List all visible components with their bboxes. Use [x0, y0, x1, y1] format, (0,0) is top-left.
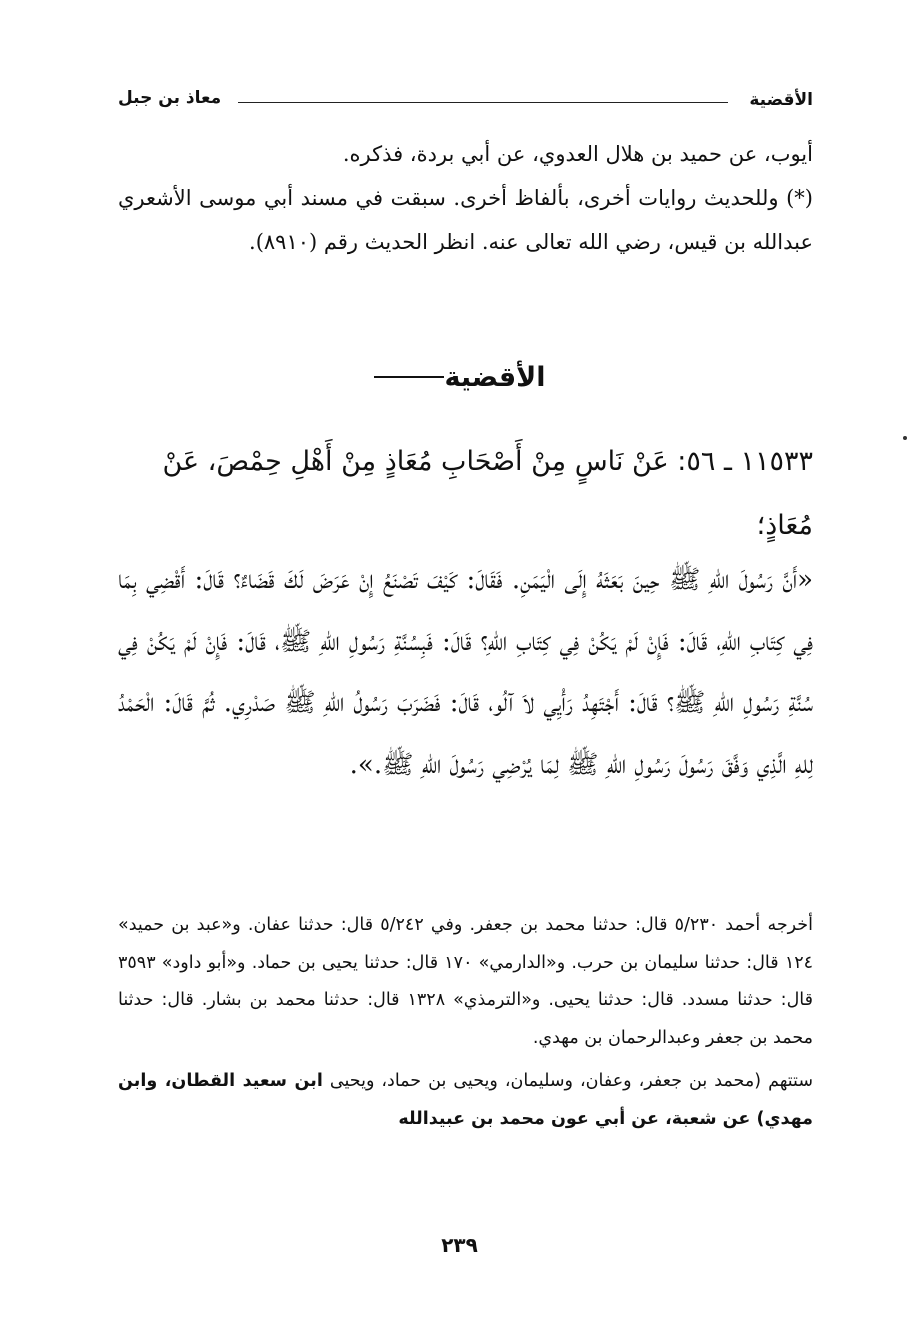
hadith-heading — [118, 430, 813, 558]
takhrij-line: ستتهم (محمد بن جعفر، وعفان، وسليمان، ويحيى بن حماد، ويحيى — [329, 1071, 814, 1091]
running-header — [118, 84, 813, 118]
intro-line: أيوب، عن حميد بن هلال العدوي، عن أبي بردة، فذكره. — [342, 142, 813, 166]
heading-tatweel — [374, 376, 444, 378]
header-rule — [238, 102, 728, 103]
intro-note: (*) وللحديث روايات أخرى، بألفاظ أخرى. سبقت في مسند أبي موسى الأشعري عبدالله بن قيس، رضي الله تعالى عنه. انظر الحديث رقم (٨٩١٠). — [118, 186, 813, 254]
takhrij-paragraph-2 — [118, 1063, 813, 1138]
section-heading-text: الأقضية — [444, 362, 546, 393]
header-chapter-title: معاذ بن جبل — [118, 88, 222, 108]
takhrij-line-bold: ابن سعيد القطان، وابن مهدي) عن شعبة، عن أبي عون محمد بن عبيدالله — [118, 1071, 813, 1129]
page-number: ٢٣٩ — [441, 1233, 478, 1257]
takhrij-text — [118, 907, 813, 1138]
takhrij-paragraph: أخرجه أحمد ٥/٢٣٠ قال: حدثنا محمد بن جعفر. وفي ٥/٢٤٢ قال: حدثنا عفان. و«عبد بن حميد» ١٢٤ قال: حدثنا سليمان بن حرب. و«الدارمي» ١٧٠ قال: حدثنا يحيى بن حماد. و«أبو داود» ٣٥٩٣ قال: حدثنا مسدد. قال: حدثنا يحيى. و«الترمذي» ١٣٢٨ قال: حدثنا محمد بن بشار. قال: حدثنا محمد بن جعفر وعبدالرحمان بن مهدي. — [118, 915, 814, 1048]
section-heading — [300, 362, 620, 393]
intro-text — [118, 132, 813, 264]
hadith-chain: عَنْ نَاسٍ مِنْ أَصْحَابِ مُعَاذٍ مِنْ أَهْلِ حِمْصَ، عَنْ مُعَاذٍ؛ — [162, 446, 813, 541]
header-section-title: الأقضية — [749, 90, 813, 110]
hadith-number: ١١٥٣٣ ـ ٥٦: — [677, 446, 813, 477]
scan-speck — [903, 436, 907, 440]
hadith-text: «أَنَّ رَسُولَ اللهِ ﷺ حِينَ بَعَثَهُ إِلَى الْيَمَنِ. فَقَالَ: كَيْفَ تَصْنَعُ إِنْ عَرَضَ لَكَ قَضَاءٌ؟ قَالَ: أَقْضِي بِمَا فِي كِتَابِ اللهِ، قَالَ: فَإِنْ لَمْ يَكُنْ فِي كِتَابِ اللهِ؟ قَالَ: فَبِسُنَّةِ رَسُولِ اللهِ ﷺ، قَالَ: فَإِنْ لَمْ يَكُنْ فِي سُنَّةِ رَسُولِ اللهِ ﷺ؟ قَالَ: أَجْتَهِدُ رَأْيِي لاَ آلُو، قَالَ: فَضَرَبَ رَسُولُ اللهِ ﷺ صَدْرِي. ثُمَّ قَالَ: الْحَمْدُ لِلهِ الَّذِي وَفَّقَ رَسُولَ رَسُولِ اللهِ ﷺ لِمَا يُرْضِي رَسُولَ اللهِ ﷺ.». — [118, 565, 813, 780]
